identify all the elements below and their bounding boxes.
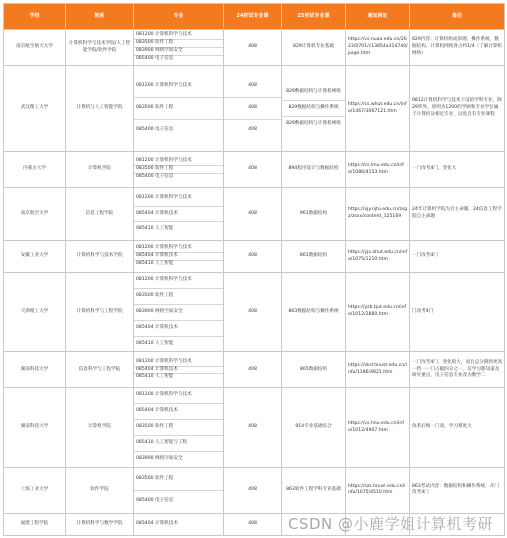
major-item: 085404 计算机技术 xyxy=(134,367,223,375)
cell-school: 福建工程学院 xyxy=(4,513,66,535)
cell-exam25: 865数据结构 xyxy=(282,352,346,388)
major-item: 083500 软件工程 xyxy=(134,420,223,436)
major-item: 085404 计算机技术 xyxy=(134,404,223,420)
cell-majors xyxy=(134,352,224,388)
cell-majors xyxy=(134,30,224,66)
cell-majors xyxy=(134,241,224,273)
cell-url[interactable]: https://yzb.tjut.edu.cn/info/1012/2880.htm xyxy=(346,273,410,352)
cell-school: 天津理工大学 xyxy=(4,273,66,352)
major-item: 085410 人工智能 xyxy=(136,260,174,266)
header-major: 专业 xyxy=(134,4,224,30)
cell-exam25 xyxy=(282,66,346,152)
cell-majors xyxy=(134,152,224,188)
major-item: 083500 软件工程 xyxy=(134,469,223,491)
major-item: 081200 计算机科学与技术 xyxy=(134,388,223,404)
cell-exam24: 408 xyxy=(224,152,282,188)
cell-exam24: 408 xyxy=(224,352,282,388)
table-row xyxy=(4,352,505,388)
major-item: 083500 软件工程 xyxy=(134,166,223,174)
cell-school: 湖南科技大学 xyxy=(4,352,66,388)
cell-school: 上海工业大学 xyxy=(4,467,66,513)
cell-exam24: 408 xyxy=(224,273,282,352)
cell-note: 一门改考4门，变化大 xyxy=(410,152,505,188)
cell-dept: 软件学院 xyxy=(66,467,134,513)
major-item: 081200 计算机科学与技术 xyxy=(134,32,223,40)
major-item: 085410 人工智能 xyxy=(136,340,174,346)
major-item: 081200 计算机科学与技术 xyxy=(134,359,223,367)
cell-dept: 计算机科学与技术学院 xyxy=(66,241,134,273)
cell-url[interactable]: https://szs.hnusl.edu.cn/info/1075/4510.htm xyxy=(346,467,410,513)
table-row xyxy=(4,388,505,467)
cell-dept: 计算机学院 xyxy=(66,152,134,188)
table-row xyxy=(4,273,505,352)
cell-majors xyxy=(134,66,224,152)
cell-exam25: 861数据结构 xyxy=(282,241,346,273)
cell-school: 南京航空大学 xyxy=(4,188,66,241)
table-row xyxy=(4,241,505,273)
cell-school: 南京航空航天大学 xyxy=(4,30,66,66)
major-item: 085410 人工智能 xyxy=(136,226,174,232)
major-item: 085410 人工智能 xyxy=(136,374,174,380)
major-item: 083500 软件工程 xyxy=(134,289,223,305)
header-exam24: 24初试专业课 xyxy=(224,4,282,30)
header-row xyxy=(4,4,505,30)
major-item: 085404 计算机技术 xyxy=(134,207,223,223)
cell-exam24: 408 xyxy=(224,388,282,467)
cell-majors xyxy=(134,188,224,241)
cell-exam25: 894程序设计与数据结构 xyxy=(282,152,346,188)
cell-school: 武汉理工大学 xyxy=(4,66,66,152)
cell-exam24: 408 xyxy=(224,467,282,513)
cell-exam25: 829计算机专业基础 xyxy=(282,30,346,66)
cell-url[interactable]: https://yjs.ahut.edu.cn/info/1075/1210.htm xyxy=(346,241,410,273)
major-item: 085400 电子信息 xyxy=(136,126,174,132)
cell-majors xyxy=(134,513,224,535)
cell-url[interactable]: https://xkd.hnust.edu.cn/info/1186/4821.htm xyxy=(346,352,410,388)
cell-majors xyxy=(134,273,224,352)
cell-note: 一门改考4门 xyxy=(410,241,505,273)
cell-url[interactable]: https://cs.whut.edu.cn/info/1467/3067121.htm xyxy=(346,66,410,152)
major-item: 085400 电子信息 xyxy=(136,497,174,503)
cell-dept: 信息科学与工程学院 xyxy=(66,352,134,388)
header-school: 学校 xyxy=(4,4,66,30)
major-item: 085410 人工智能与工程 xyxy=(134,436,223,452)
major-item: 081200 计算机科学与技术 xyxy=(134,273,223,289)
cell-majors xyxy=(134,388,224,467)
cell-school: 安徽工业大学 xyxy=(4,241,66,273)
major-item: 085404 计算机技术 xyxy=(134,253,223,261)
table-row xyxy=(4,30,505,66)
major-item: 081200 计算机科学与技术 xyxy=(134,191,223,207)
major-item: 085400 电子信息 xyxy=(136,173,174,179)
major-item: 081200 计算机科学与技术 xyxy=(134,158,223,166)
cell-exam25: 961数据结构 xyxy=(282,188,346,241)
cell-note: 0812计算机科学与技术下设的学科专业，除29所外，原则为1200的学硕和专业学位属于计算机及相近专业，以免自有专业课程 xyxy=(410,66,505,152)
cell-note: 一门改考4门，变化很大，而且总分降到更高一档一一门占据四分之一，仅学习都知道及研究重点，电子信息专业改为数学二 xyxy=(410,352,505,388)
major-item: 083500 软件工程 xyxy=(134,98,223,120)
cell-exam24: 408 xyxy=(224,188,282,241)
cell-url[interactable]: https://xjy.njtu.edu.cn/zsgz/zsxx/content_125169 xyxy=(346,188,410,241)
cell-school: 内蒙古大学 xyxy=(4,152,66,188)
exam24-item: 408 xyxy=(248,126,257,132)
watermark: CSDN @小鹿学姐计算机考研 xyxy=(287,515,493,533)
cell-url[interactable]: https://cs.imu.edu.cn/info/1086/4153.htm xyxy=(346,152,410,188)
exam24-item: 408 xyxy=(224,98,281,120)
cell-exam24: 408 xyxy=(224,241,282,273)
cell-majors xyxy=(134,467,224,513)
exam24-item: 408 xyxy=(224,76,281,98)
cell-exam24 xyxy=(224,66,282,152)
cell-dept: 信息工程学院 xyxy=(66,188,134,241)
exam25-item: 829数据结构与计算机网络 xyxy=(286,120,341,126)
major-item: 085400 电子信息 xyxy=(136,55,174,61)
major-item: 085404 计算机技术 xyxy=(136,520,178,526)
header-exam25: 25初试专业课 xyxy=(282,4,346,30)
header-note: 备注 xyxy=(410,4,505,30)
cell-exam24: 408 xyxy=(224,513,282,535)
cell-note: 门改考4门 xyxy=(410,273,505,352)
exam25-item: 829数据结构与操作系统 xyxy=(282,101,345,117)
cell-exam25: 863数据结构与操作系统 xyxy=(282,273,346,352)
major-item: 081200 计算机科学与技术 xyxy=(134,76,223,98)
cell-note: 829内容：计算机组成原理、操作系统、数据结构、计算机网络各占约1/4（了解计算机网络） xyxy=(410,30,505,66)
major-item: 083500 软件工程 xyxy=(134,40,223,48)
table-row xyxy=(4,467,505,513)
cell-school: 湖南科技大学 xyxy=(4,388,66,467)
cell-url[interactable]: https://cs.nuaa.edu.cn/2023/0701/c13854a314740/page.htm xyxy=(346,30,410,66)
major-item: 085404 计算机技术 xyxy=(134,321,223,337)
major-item: 083900 网络空间安全 xyxy=(136,456,183,462)
header-url: 通知网址 xyxy=(346,4,410,30)
cell-exam25: 914专业基础综合 xyxy=(282,388,346,467)
cell-url[interactable]: https://cs.hnu.edu.cn/info/1012/4907.htm xyxy=(346,388,410,467)
major-item: 081200 计算机科学与技术 xyxy=(134,245,223,253)
table-row xyxy=(4,66,505,152)
table-row xyxy=(4,152,505,188)
cell-exam24: 408 xyxy=(224,30,282,66)
major-item: 083900 网络空间安全 xyxy=(134,48,223,56)
cell-exam25: 863软件工程学科专业基础 xyxy=(282,467,346,513)
cell-dept: 计算机科学与数学学院 xyxy=(66,513,134,535)
table-row xyxy=(4,188,505,241)
cell-dept: 计算机学院 xyxy=(66,388,134,467)
major-item: 083900 网络空间安全 xyxy=(134,305,223,321)
cell-note: 改革后统一门改，学习难度大 xyxy=(410,388,505,467)
header-dept: 院系 xyxy=(66,4,134,30)
cell-note: 24年计算机学院为自主命题，24信息工程学院自主命题 xyxy=(410,188,505,241)
exam-change-table xyxy=(3,3,505,536)
cell-dept: 计算机与人工智能学院 xyxy=(66,66,134,152)
cell-note: 863考试内容：数据结构和操作系统，开门改考4门 xyxy=(410,467,505,513)
cell-dept: 计算机科学与工程学院 xyxy=(66,273,134,352)
exam25-item: 829数据结构与计算机网络 xyxy=(282,85,345,101)
cell-dept: 计算机科学与技术学院/人工智能学院/软件学院 xyxy=(66,30,134,66)
